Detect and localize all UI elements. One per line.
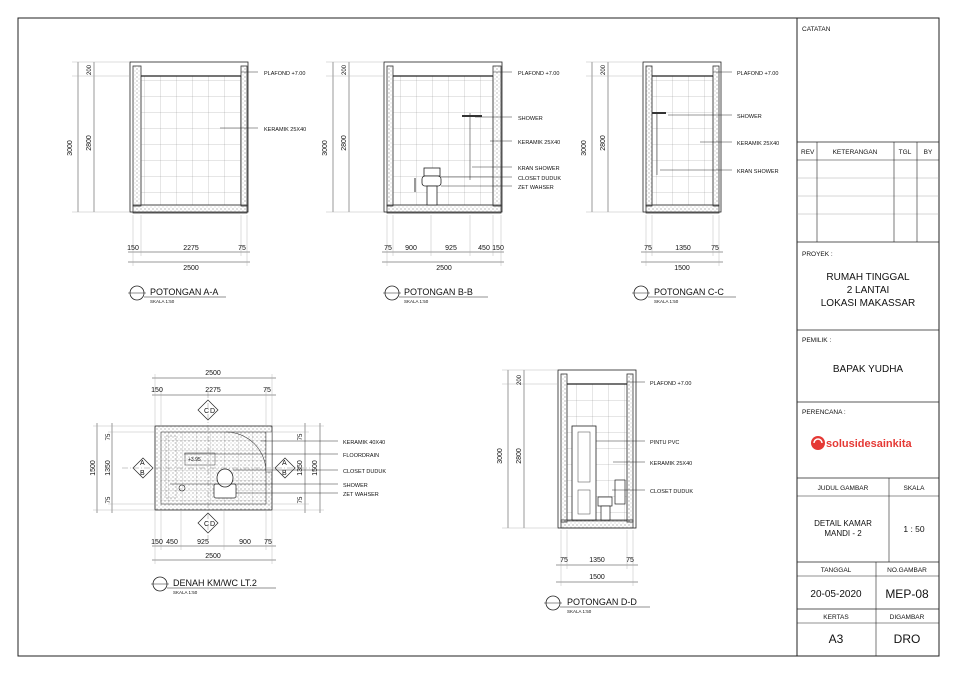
note-kran: KRAN SHOWER bbox=[737, 169, 779, 175]
dim-top-b: 2275 bbox=[205, 387, 221, 394]
plan-title: DENAH KM/WC LT.2 bbox=[173, 578, 257, 588]
dim-l-mid: 1350 bbox=[105, 460, 112, 476]
dim-w-total: 2500 bbox=[183, 265, 199, 272]
floor-plan bbox=[90, 370, 386, 595]
dim-w-total: 1500 bbox=[589, 574, 605, 581]
dim-height-total: 3000 bbox=[322, 140, 329, 156]
note-shower: SHOWER bbox=[518, 116, 543, 122]
judul-line-1: DETAIL KAMAR bbox=[814, 519, 872, 528]
note-kran: KRAN SHOWER bbox=[518, 166, 560, 172]
logo-text bbox=[826, 438, 912, 450]
dim-top-a: 150 bbox=[151, 387, 163, 394]
dim-height-total: 3000 bbox=[497, 448, 504, 464]
note-closet: CLOSET DUDUK bbox=[650, 489, 693, 495]
dim-height-top: 200 bbox=[517, 374, 523, 386]
tanggal-label: TANGGAL bbox=[820, 567, 852, 574]
marker-c-label: C bbox=[204, 408, 210, 415]
dim-height-main: 2800 bbox=[600, 135, 607, 151]
judul-label: JUDUL GAMBAR bbox=[817, 485, 869, 492]
dim-height-top: 200 bbox=[87, 64, 93, 76]
dim-w-b: 900 bbox=[405, 245, 417, 252]
dim-r-bot: 75 bbox=[298, 496, 304, 504]
plan-scale: SKALA 1:50 bbox=[173, 590, 198, 595]
kertas-label: KERTAS bbox=[823, 614, 849, 621]
section-title: POTONGAN B-B bbox=[404, 287, 473, 297]
dim-l-top: 75 bbox=[106, 433, 112, 441]
dim-w-e: 150 bbox=[492, 245, 504, 252]
logo-part-b: desainkita bbox=[857, 438, 912, 450]
logo-part-a: solusi bbox=[826, 438, 858, 450]
dim-w-mid: 1350 bbox=[675, 245, 691, 252]
note-plafond: PLAFOND +7.00 bbox=[650, 381, 692, 387]
dim-w-c: 925 bbox=[445, 245, 457, 252]
dim-height-main: 2800 bbox=[86, 135, 93, 151]
pemilik-value: BAPAK YUDHA bbox=[832, 364, 904, 375]
marker-c-label: C bbox=[204, 521, 210, 528]
dim-bot-e: 75 bbox=[264, 539, 272, 546]
section-scale: SKALA 1:50 bbox=[654, 299, 679, 304]
dim-w-total: 2500 bbox=[436, 265, 452, 272]
note-shower: SHOWER bbox=[737, 114, 762, 120]
dim-top-total: 2500 bbox=[205, 370, 221, 377]
tanggal-value: 20-05-2020 bbox=[810, 589, 862, 600]
dim-l-bot: 75 bbox=[106, 496, 112, 504]
dim-bot-d: 900 bbox=[239, 539, 251, 546]
dim-bot-c: 925 bbox=[197, 539, 209, 546]
section-title: POTONGAN A-A bbox=[150, 287, 219, 297]
dim-l-total: 1500 bbox=[90, 460, 97, 476]
dim-w-a: 75 bbox=[384, 245, 392, 252]
marker-d-label: D bbox=[210, 521, 216, 528]
note-zet: ZET WAHSER bbox=[343, 492, 379, 498]
judul-line-2: MANDI - 2 bbox=[824, 529, 862, 538]
catatan-label: CATATAN bbox=[802, 26, 831, 33]
dim-w-total: 1500 bbox=[674, 265, 690, 272]
company-logo bbox=[811, 436, 912, 450]
note-plafond: PLAFOND +7.00 bbox=[264, 71, 306, 77]
title-block bbox=[797, 18, 939, 656]
section-dd bbox=[497, 370, 693, 614]
dim-r-mid: 1350 bbox=[297, 460, 304, 476]
keterangan-header: KETERANGAN bbox=[832, 149, 878, 156]
note-keramik: KERAMIK 25X40 bbox=[650, 461, 693, 467]
tgl-header: TGL bbox=[898, 149, 912, 156]
dim-bot-b: 450 bbox=[166, 539, 178, 546]
proyek-line-1: RUMAH TINGGAL bbox=[826, 272, 910, 283]
note-floordrain: FLOORDRAIN bbox=[343, 453, 380, 459]
marker-a-label: A bbox=[282, 460, 287, 467]
dim-w-mid: 2275 bbox=[183, 245, 199, 252]
skala-value: 1 : 50 bbox=[903, 524, 925, 534]
dim-r-top: 75 bbox=[298, 433, 304, 441]
marker-b-label: B bbox=[282, 470, 287, 477]
note-pintu: PINTU PVC bbox=[650, 440, 680, 446]
note-keramik: KERAMIK 25X40 bbox=[737, 141, 780, 147]
section-title: POTONGAN D-D bbox=[567, 597, 637, 607]
dim-w-left: 75 bbox=[644, 245, 652, 252]
dim-w-right: 75 bbox=[238, 245, 246, 252]
proyek-label: PROYEK : bbox=[802, 251, 833, 258]
section-scale: SKALA 1:50 bbox=[404, 299, 429, 304]
dim-height-top: 200 bbox=[342, 64, 348, 76]
dim-height-top: 200 bbox=[601, 64, 607, 76]
dim-r-total: 1500 bbox=[312, 460, 319, 476]
by-header: BY bbox=[923, 149, 933, 156]
note-zet: ZET WAHSER bbox=[518, 185, 554, 191]
proyek-line-3: LOKASI MAKASSAR bbox=[820, 298, 916, 309]
skala-label: SKALA bbox=[903, 485, 925, 492]
dim-height-main: 2800 bbox=[341, 135, 348, 151]
note-keramik: KERAMIK 40X40 bbox=[343, 440, 386, 446]
no-gambar-label: NO.GAMBAR bbox=[887, 567, 927, 574]
proyek-line-2: 2 LANTAI bbox=[846, 285, 890, 296]
marker-a-label: A bbox=[140, 460, 145, 467]
note-shower: SHOWER bbox=[343, 483, 368, 489]
dim-w-left: 150 bbox=[127, 245, 139, 252]
dim-w-right: 75 bbox=[626, 557, 634, 564]
dim-height-main: 2800 bbox=[516, 448, 523, 464]
section-scale: SKALA 1:50 bbox=[567, 609, 592, 614]
kertas-value: A3 bbox=[828, 632, 844, 646]
dim-w-right: 75 bbox=[711, 245, 719, 252]
note-keramik: KERAMIK 25X40 bbox=[518, 140, 561, 146]
note-closet: CLOSET DUDUK bbox=[518, 176, 561, 182]
dim-height-total: 3000 bbox=[67, 140, 74, 156]
dim-w-d: 450 bbox=[478, 245, 490, 252]
note-plafond: PLAFOND +7.00 bbox=[518, 71, 560, 77]
dim-top-c: 75 bbox=[263, 387, 271, 394]
digambar-label: DIGAMBAR bbox=[889, 614, 925, 621]
dim-bot-a: 150 bbox=[151, 539, 163, 546]
marker-b-label: B bbox=[140, 470, 145, 477]
note-closet: CLOSET DUDUK bbox=[343, 469, 386, 475]
section-bb bbox=[322, 62, 561, 304]
section-title: POTONGAN C-C bbox=[654, 287, 724, 297]
digambar-value: DRO bbox=[893, 632, 921, 646]
note-plafond: PLAFOND +7.00 bbox=[737, 71, 779, 77]
rev-header: REV bbox=[801, 149, 815, 156]
dim-w-mid: 1350 bbox=[589, 557, 605, 564]
section-cc bbox=[581, 62, 779, 304]
no-gambar-value: MEP-08 bbox=[885, 587, 929, 601]
dim-height-total: 3000 bbox=[581, 140, 588, 156]
pemilik-label: PEMILIK : bbox=[802, 337, 832, 344]
section-scale: SKALA 1:50 bbox=[150, 299, 175, 304]
perencana-label: PERENCANA : bbox=[802, 409, 846, 416]
marker-d-label: D bbox=[210, 408, 216, 415]
level-label: +3.95 bbox=[188, 457, 201, 463]
note-keramik: KERAMIK 25X40 bbox=[264, 127, 307, 133]
dim-bot-total: 2500 bbox=[205, 553, 221, 560]
dim-w-left: 75 bbox=[560, 557, 568, 564]
section-aa bbox=[67, 62, 306, 304]
